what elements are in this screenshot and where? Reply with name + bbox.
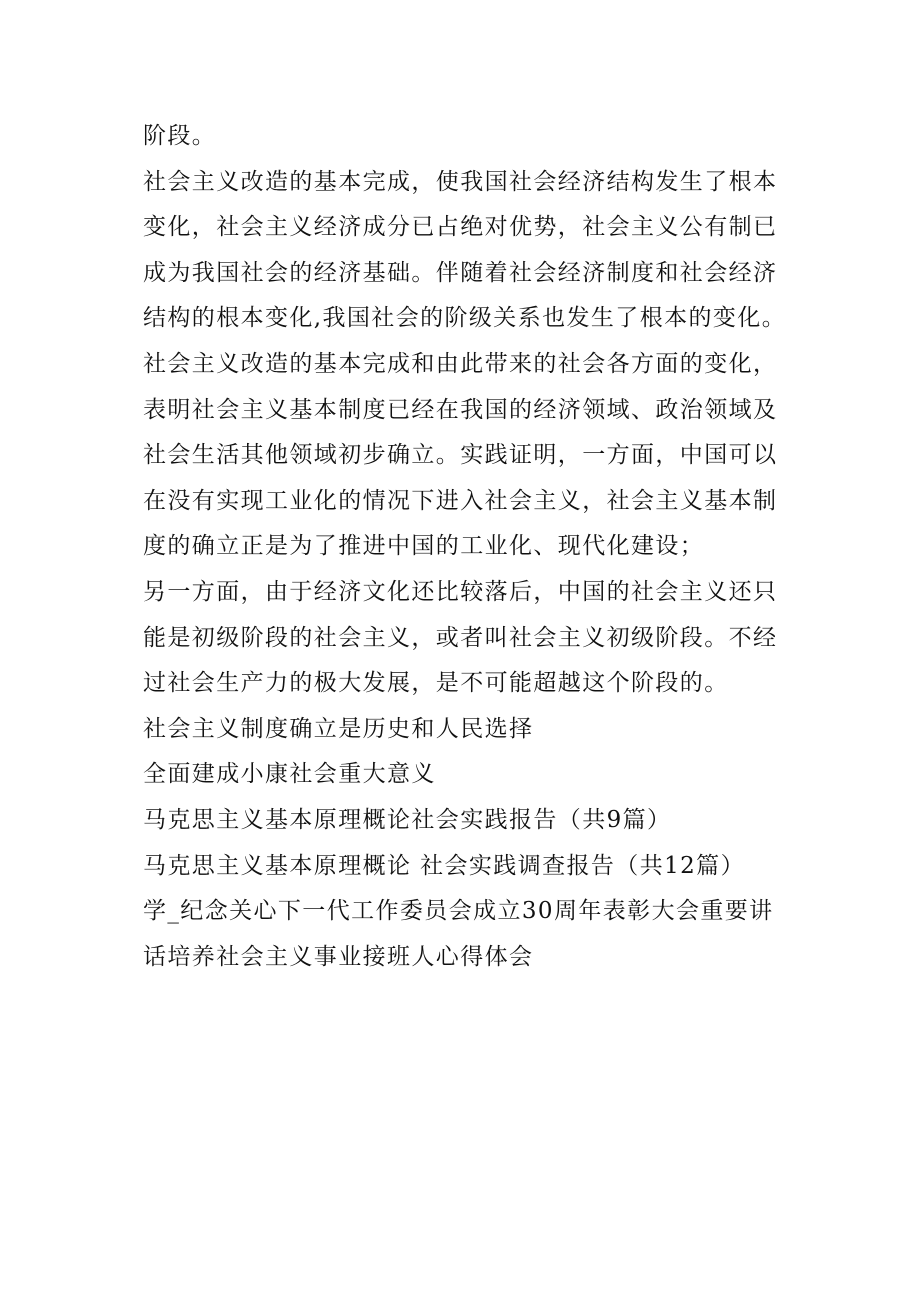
body-line: 变化，社会主义经济成分已占绝对优势，社会主义公有制已: [143, 214, 778, 241]
related-link[interactable]: 社会主义制度确立是历史和人民选择: [143, 715, 534, 742]
body-line: 社会主义改造的基本完成，使我国社会经济结构发生了根本: [143, 168, 778, 195]
body-line: 另一方面，由于经济文化还比较落后，中国的社会主义还只: [143, 578, 778, 605]
body-line: 表明社会主义基本制度已经在我国的经济领域、政治领域及: [143, 396, 778, 423]
body-line: 能是初级阶段的社会主义，或者叫社会主义初级阶段。不经: [143, 624, 778, 651]
document-body: [143, 114, 803, 980]
body-line: 阶段。: [143, 123, 217, 149]
body-line: 过社会生产力的极大发展，是不可能超越这个阶段的。: [143, 670, 729, 697]
related-link[interactable]: 全面建成小康社会重大意义: [143, 761, 436, 788]
related-link[interactable]: 马克思主义基本原理概论 社会实践调查报告（共12篇）: [143, 852, 745, 879]
related-link[interactable]: 话培养社会主义事业接班人心得体会: [143, 943, 534, 970]
body-line: 在没有实现工业化的情况下进入社会主义，社会主义基本制: [143, 487, 778, 514]
body-line: 社会生活其他领域初步确立。实践证明，一方面，中国可以: [143, 442, 778, 469]
body-line: 结构的根本变化,我国社会的阶级关系也发生了根本的变化。: [143, 305, 787, 332]
body-line: 度的确立正是为了推进中国的工业化、现代化建设；: [143, 533, 705, 560]
related-link[interactable]: 学_纪念关心下一代工作委员会成立30周年表彰大会重要讲: [143, 898, 774, 925]
body-line: 成为我国社会的经济基础。伴随着社会经济制度和社会经济: [143, 259, 778, 286]
related-link[interactable]: 马克思主义基本原理概论社会实践报告（共9篇）: [143, 806, 672, 833]
body-line: 社会主义改造的基本完成和由此带来的社会各方面的变化，: [143, 350, 778, 377]
